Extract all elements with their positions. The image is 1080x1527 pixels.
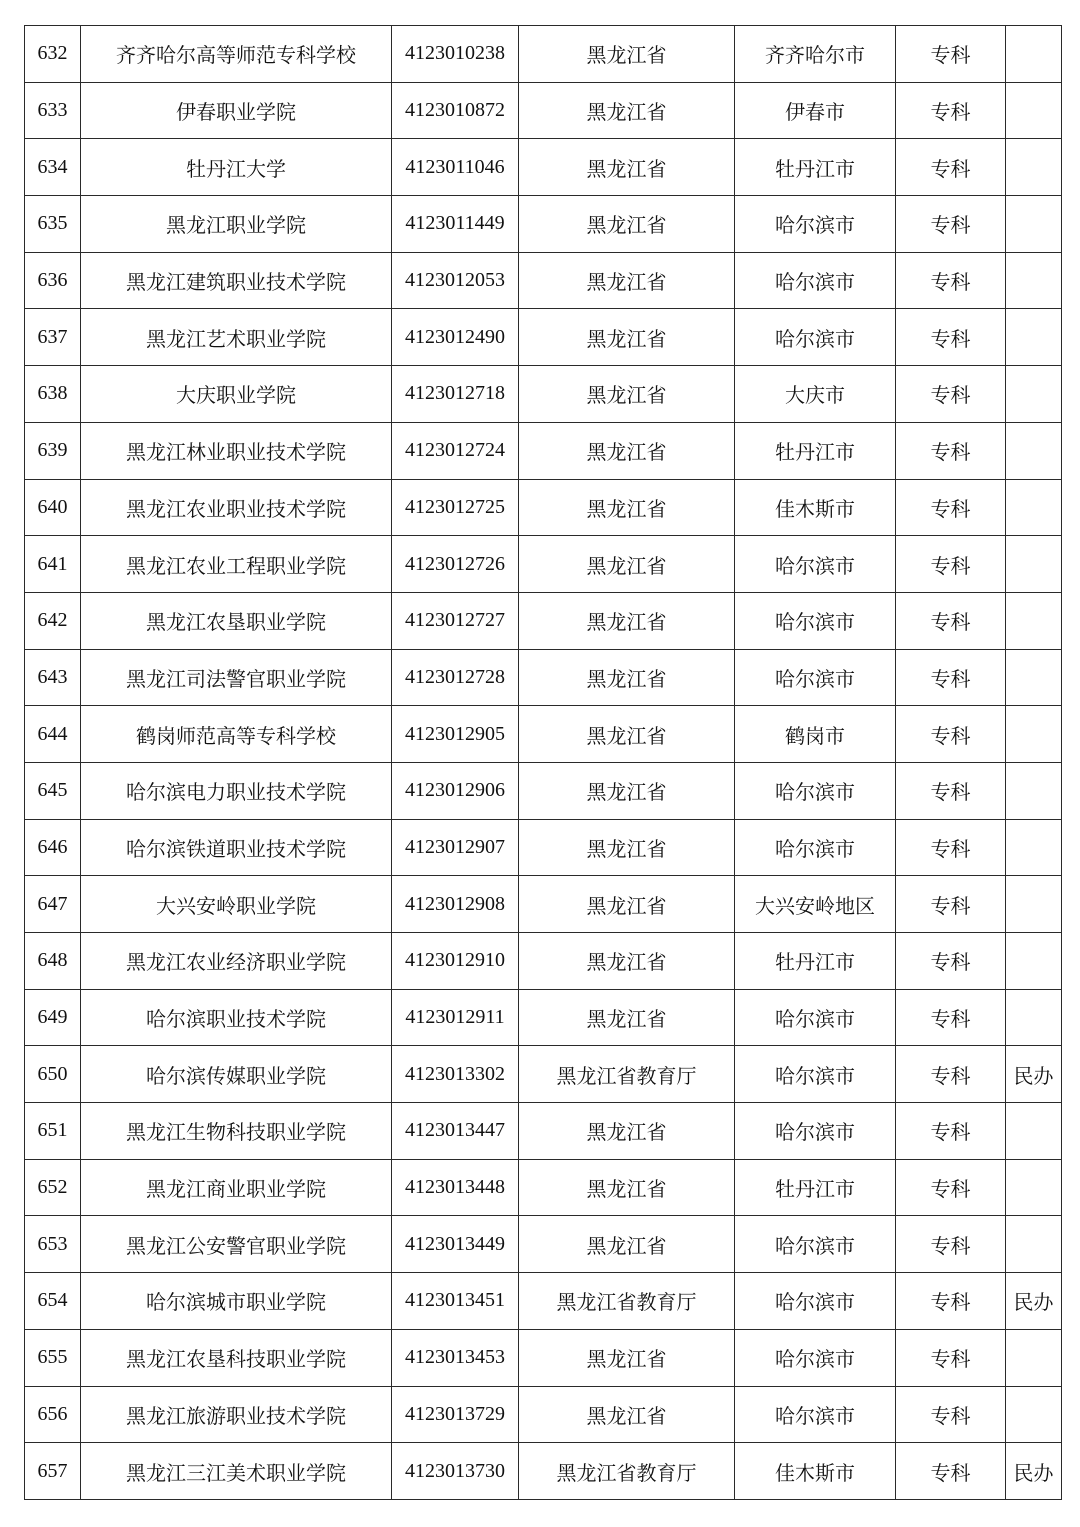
- cell-school-code: 4123012908: [392, 876, 519, 933]
- table-row: [25, 1159, 1062, 1216]
- table-body: [25, 26, 1062, 1500]
- cell-seq: 655: [25, 1329, 81, 1386]
- table-row: [25, 649, 1062, 706]
- cell-authority: 黑龙江省: [519, 536, 735, 593]
- cell-city: 佳木斯市: [735, 1443, 896, 1500]
- cell-note: [1006, 649, 1062, 706]
- cell-note: [1006, 1216, 1062, 1273]
- table-row: [25, 1103, 1062, 1160]
- cell-city: 哈尔滨市: [735, 1386, 896, 1443]
- cell-seq: 654: [25, 1273, 81, 1330]
- cell-authority: 黑龙江省教育厅: [519, 1046, 735, 1103]
- table-row: [25, 82, 1062, 139]
- cell-city: 齐齐哈尔市: [735, 26, 896, 83]
- school-list-table: [24, 25, 1062, 1500]
- cell-city: 哈尔滨市: [735, 1329, 896, 1386]
- cell-level: 专科: [896, 1103, 1006, 1160]
- cell-school-name: 黑龙江农业工程职业学院: [81, 536, 392, 593]
- cell-city: 哈尔滨市: [735, 309, 896, 366]
- cell-seq: 636: [25, 252, 81, 309]
- cell-school-name: 黑龙江林业职业技术学院: [81, 422, 392, 479]
- cell-school-name: 哈尔滨职业技术学院: [81, 989, 392, 1046]
- cell-city: 牡丹江市: [735, 422, 896, 479]
- cell-school-name: 哈尔滨传媒职业学院: [81, 1046, 392, 1103]
- cell-city: 鹤岗市: [735, 706, 896, 763]
- cell-city: 牡丹江市: [735, 933, 896, 990]
- cell-seq: 638: [25, 366, 81, 423]
- table-row: [25, 592, 1062, 649]
- cell-school-name: 大庆职业学院: [81, 366, 392, 423]
- cell-authority: 黑龙江省: [519, 649, 735, 706]
- cell-note: [1006, 989, 1062, 1046]
- cell-school-code: 4123013453: [392, 1329, 519, 1386]
- cell-level: 专科: [896, 26, 1006, 83]
- cell-city: 哈尔滨市: [735, 196, 896, 253]
- cell-school-code: 4123012724: [392, 422, 519, 479]
- cell-note: [1006, 139, 1062, 196]
- cell-level: 专科: [896, 1329, 1006, 1386]
- cell-note: 民办: [1006, 1443, 1062, 1500]
- cell-seq: 637: [25, 309, 81, 366]
- cell-school-name: 黑龙江艺术职业学院: [81, 309, 392, 366]
- cell-note: [1006, 592, 1062, 649]
- cell-school-name: 伊春职业学院: [81, 82, 392, 139]
- cell-school-code: 4123012727: [392, 592, 519, 649]
- cell-note: 民办: [1006, 1046, 1062, 1103]
- cell-level: 专科: [896, 479, 1006, 536]
- cell-city: 伊春市: [735, 82, 896, 139]
- cell-school-name: 哈尔滨城市职业学院: [81, 1273, 392, 1330]
- cell-seq: 640: [25, 479, 81, 536]
- cell-note: [1006, 706, 1062, 763]
- cell-note: 民办: [1006, 1273, 1062, 1330]
- cell-school-code: 4123013729: [392, 1386, 519, 1443]
- cell-seq: 639: [25, 422, 81, 479]
- cell-level: 专科: [896, 933, 1006, 990]
- cell-seq: 648: [25, 933, 81, 990]
- cell-seq: 651: [25, 1103, 81, 1160]
- cell-school-code: 4123013451: [392, 1273, 519, 1330]
- cell-seq: 652: [25, 1159, 81, 1216]
- table-row: [25, 876, 1062, 933]
- cell-authority: 黑龙江省: [519, 819, 735, 876]
- cell-authority: 黑龙江省: [519, 139, 735, 196]
- cell-school-name: 黑龙江建筑职业技术学院: [81, 252, 392, 309]
- cell-city: 哈尔滨市: [735, 1046, 896, 1103]
- cell-note: [1006, 819, 1062, 876]
- cell-school-name: 哈尔滨铁道职业技术学院: [81, 819, 392, 876]
- cell-school-name: 哈尔滨电力职业技术学院: [81, 762, 392, 819]
- table-row: [25, 26, 1062, 83]
- cell-school-code: 4123013449: [392, 1216, 519, 1273]
- cell-authority: 黑龙江省: [519, 1159, 735, 1216]
- cell-school-code: 4123010872: [392, 82, 519, 139]
- cell-level: 专科: [896, 989, 1006, 1046]
- cell-authority: 黑龙江省: [519, 989, 735, 1046]
- cell-authority: 黑龙江省: [519, 252, 735, 309]
- cell-school-code: 4123013730: [392, 1443, 519, 1500]
- cell-authority: 黑龙江省: [519, 1329, 735, 1386]
- cell-level: 专科: [896, 876, 1006, 933]
- cell-school-name: 黑龙江农垦科技职业学院: [81, 1329, 392, 1386]
- cell-city: 牡丹江市: [735, 139, 896, 196]
- cell-authority: 黑龙江省: [519, 592, 735, 649]
- cell-authority: 黑龙江省: [519, 26, 735, 83]
- cell-school-code: 4123012906: [392, 762, 519, 819]
- table-row: [25, 252, 1062, 309]
- cell-school-name: 黑龙江农业经济职业学院: [81, 933, 392, 990]
- cell-note: [1006, 762, 1062, 819]
- cell-seq: 657: [25, 1443, 81, 1500]
- table-row: [25, 1216, 1062, 1273]
- cell-school-code: 4123012718: [392, 366, 519, 423]
- cell-note: [1006, 536, 1062, 593]
- table-row: [25, 1329, 1062, 1386]
- cell-authority: 黑龙江省: [519, 1103, 735, 1160]
- cell-authority: 黑龙江省: [519, 479, 735, 536]
- cell-seq: 645: [25, 762, 81, 819]
- table-row: [25, 1046, 1062, 1103]
- cell-authority: 黑龙江省教育厅: [519, 1273, 735, 1330]
- table-row: [25, 762, 1062, 819]
- cell-seq: 643: [25, 649, 81, 706]
- cell-school-name: 黑龙江农垦职业学院: [81, 592, 392, 649]
- table-row: [25, 1443, 1062, 1500]
- table-row: [25, 706, 1062, 763]
- cell-school-name: 鹤岗师范高等专科学校: [81, 706, 392, 763]
- cell-school-name: 齐齐哈尔高等师范专科学校: [81, 26, 392, 83]
- cell-authority: 黑龙江省: [519, 1386, 735, 1443]
- cell-note: [1006, 252, 1062, 309]
- cell-level: 专科: [896, 1159, 1006, 1216]
- cell-school-name: 黑龙江司法警官职业学院: [81, 649, 392, 706]
- cell-seq: 635: [25, 196, 81, 253]
- cell-city: 哈尔滨市: [735, 536, 896, 593]
- cell-school-name: 黑龙江商业职业学院: [81, 1159, 392, 1216]
- cell-school-name: 黑龙江三江美术职业学院: [81, 1443, 392, 1500]
- cell-school-name: 黑龙江生物科技职业学院: [81, 1103, 392, 1160]
- cell-school-name: 黑龙江职业学院: [81, 196, 392, 253]
- cell-level: 专科: [896, 1386, 1006, 1443]
- cell-city: 佳木斯市: [735, 479, 896, 536]
- cell-city: 哈尔滨市: [735, 1216, 896, 1273]
- cell-seq: 656: [25, 1386, 81, 1443]
- cell-level: 专科: [896, 592, 1006, 649]
- cell-level: 专科: [896, 1443, 1006, 1500]
- cell-level: 专科: [896, 1273, 1006, 1330]
- cell-authority: 黑龙江省: [519, 762, 735, 819]
- table-row: [25, 1273, 1062, 1330]
- cell-school-code: 4123013448: [392, 1159, 519, 1216]
- cell-city: 哈尔滨市: [735, 989, 896, 1046]
- cell-city: 牡丹江市: [735, 1159, 896, 1216]
- cell-level: 专科: [896, 196, 1006, 253]
- cell-note: [1006, 309, 1062, 366]
- cell-school-code: 4123010238: [392, 26, 519, 83]
- cell-school-code: 4123011046: [392, 139, 519, 196]
- cell-authority: 黑龙江省: [519, 196, 735, 253]
- table-row: [25, 1386, 1062, 1443]
- cell-seq: 644: [25, 706, 81, 763]
- cell-note: [1006, 366, 1062, 423]
- cell-level: 专科: [896, 649, 1006, 706]
- table-row: [25, 139, 1062, 196]
- cell-level: 专科: [896, 1046, 1006, 1103]
- cell-school-code: 4123012725: [392, 479, 519, 536]
- table-row: [25, 989, 1062, 1046]
- cell-authority: 黑龙江省教育厅: [519, 1443, 735, 1500]
- cell-note: [1006, 196, 1062, 253]
- cell-note: [1006, 876, 1062, 933]
- table-row: [25, 422, 1062, 479]
- cell-school-code: 4123013302: [392, 1046, 519, 1103]
- cell-authority: 黑龙江省: [519, 706, 735, 763]
- cell-level: 专科: [896, 706, 1006, 763]
- cell-city: 大庆市: [735, 366, 896, 423]
- cell-authority: 黑龙江省: [519, 422, 735, 479]
- cell-city: 哈尔滨市: [735, 819, 896, 876]
- cell-authority: 黑龙江省: [519, 876, 735, 933]
- cell-level: 专科: [896, 536, 1006, 593]
- cell-school-code: 4123012907: [392, 819, 519, 876]
- cell-note: [1006, 479, 1062, 536]
- cell-authority: 黑龙江省: [519, 1216, 735, 1273]
- table-row: [25, 479, 1062, 536]
- cell-level: 专科: [896, 82, 1006, 139]
- cell-level: 专科: [896, 366, 1006, 423]
- cell-seq: 650: [25, 1046, 81, 1103]
- cell-level: 专科: [896, 1216, 1006, 1273]
- cell-note: [1006, 422, 1062, 479]
- cell-school-name: 黑龙江农业职业技术学院: [81, 479, 392, 536]
- cell-school-name: 黑龙江旅游职业技术学院: [81, 1386, 392, 1443]
- cell-seq: 647: [25, 876, 81, 933]
- cell-city: 哈尔滨市: [735, 1273, 896, 1330]
- cell-note: [1006, 1159, 1062, 1216]
- cell-seq: 653: [25, 1216, 81, 1273]
- cell-note: [1006, 1103, 1062, 1160]
- cell-seq: 634: [25, 139, 81, 196]
- cell-city: 哈尔滨市: [735, 1103, 896, 1160]
- cell-school-code: 4123012490: [392, 309, 519, 366]
- cell-level: 专科: [896, 252, 1006, 309]
- cell-school-code: 4123012053: [392, 252, 519, 309]
- cell-school-code: 4123012911: [392, 989, 519, 1046]
- cell-authority: 黑龙江省: [519, 933, 735, 990]
- cell-school-code: 4123011449: [392, 196, 519, 253]
- cell-city: 哈尔滨市: [735, 649, 896, 706]
- cell-level: 专科: [896, 139, 1006, 196]
- table-row: [25, 933, 1062, 990]
- cell-level: 专科: [896, 762, 1006, 819]
- table-row: [25, 536, 1062, 593]
- cell-seq: 632: [25, 26, 81, 83]
- cell-level: 专科: [896, 819, 1006, 876]
- cell-school-name: 大兴安岭职业学院: [81, 876, 392, 933]
- cell-level: 专科: [896, 309, 1006, 366]
- cell-seq: 633: [25, 82, 81, 139]
- cell-note: [1006, 933, 1062, 990]
- cell-seq: 641: [25, 536, 81, 593]
- cell-school-code: 4123012728: [392, 649, 519, 706]
- cell-note: [1006, 26, 1062, 83]
- cell-school-name: 牡丹江大学: [81, 139, 392, 196]
- cell-school-code: 4123012726: [392, 536, 519, 593]
- table-row: [25, 309, 1062, 366]
- cell-school-code: 4123013447: [392, 1103, 519, 1160]
- cell-level: 专科: [896, 422, 1006, 479]
- cell-seq: 649: [25, 989, 81, 1046]
- cell-note: [1006, 82, 1062, 139]
- cell-note: [1006, 1329, 1062, 1386]
- cell-city: 哈尔滨市: [735, 762, 896, 819]
- table-row: [25, 366, 1062, 423]
- cell-seq: 642: [25, 592, 81, 649]
- cell-city: 哈尔滨市: [735, 592, 896, 649]
- cell-authority: 黑龙江省: [519, 309, 735, 366]
- table-row: [25, 819, 1062, 876]
- cell-note: [1006, 1386, 1062, 1443]
- cell-school-code: 4123012910: [392, 933, 519, 990]
- cell-school-name: 黑龙江公安警官职业学院: [81, 1216, 392, 1273]
- cell-authority: 黑龙江省: [519, 366, 735, 423]
- cell-city: 哈尔滨市: [735, 252, 896, 309]
- cell-authority: 黑龙江省: [519, 82, 735, 139]
- table-row: [25, 196, 1062, 253]
- cell-city: 大兴安岭地区: [735, 876, 896, 933]
- cell-school-code: 4123012905: [392, 706, 519, 763]
- cell-seq: 646: [25, 819, 81, 876]
